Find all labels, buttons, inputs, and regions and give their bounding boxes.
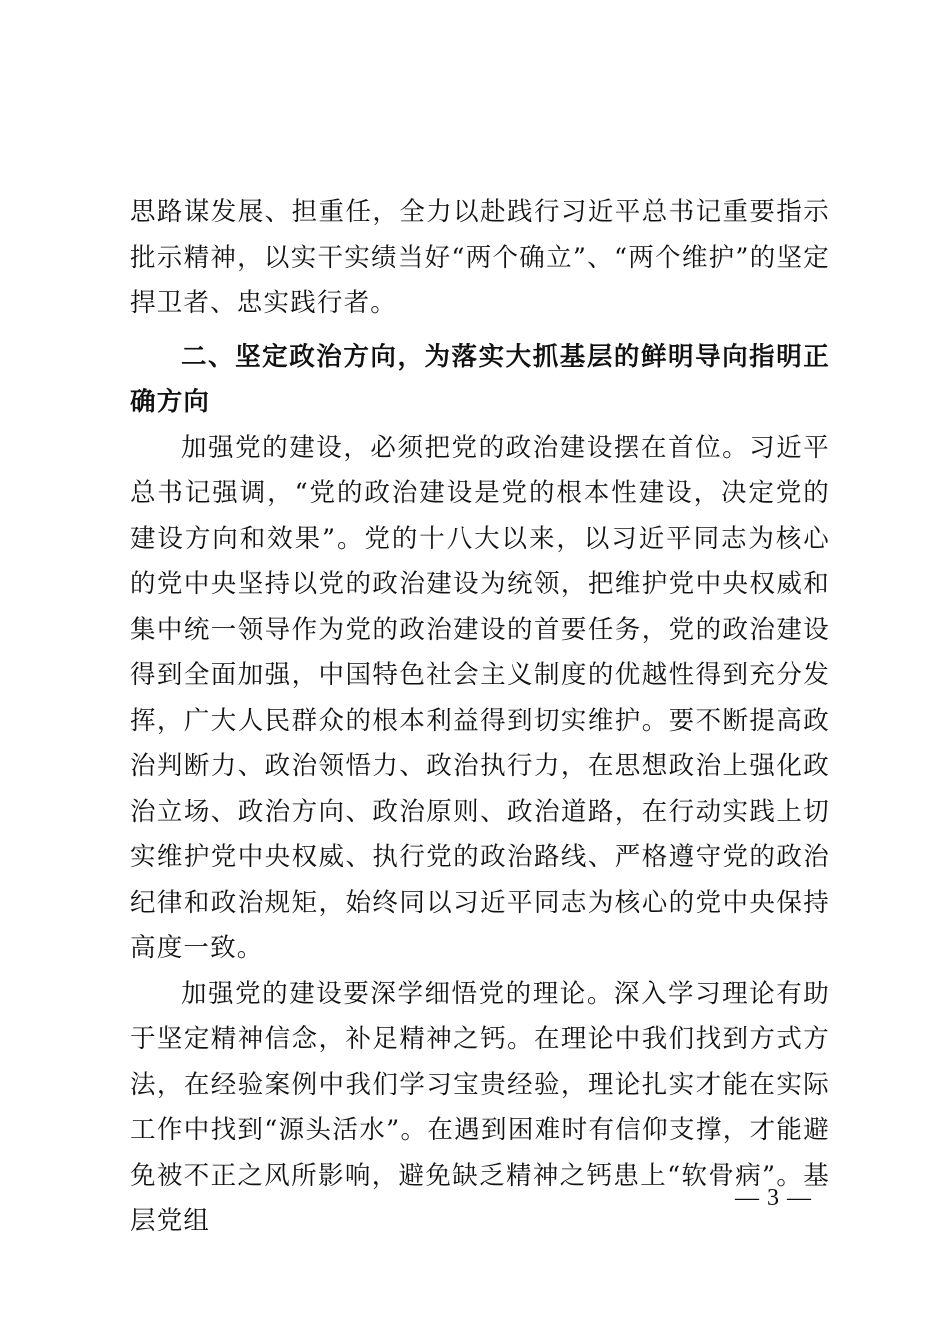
paragraph-political-building: 加强党的建设，必须把党的政治建设摆在首位。习近平总书记强调，“党的政治建设是党的根本性建设，决定党的建设方向和效果”。党的十八大以来，以习近平同志为核心的党中央坚持以党的政治建设为统领，把维护党中央权威和集中统一领导作为党的政治建设的首要任务，党的政治建设得到全面加强，中国特色社会主义制度的优越性得到充分发挥，广大人民群众的根本利益得到切实维护。要不断提高政治判断力、政治领悟力、政治执行力，在思想政治上强化政治立场、政治方向、政治原则、政治道路，在行动实践上切实维护党中央权威、执行党的政治路线、严格遵守党的政治纪律和政治规矩，始终同以习近平同志为核心的党中央保持高度一致。 bbox=[130, 432, 830, 963]
section-heading: 二、坚定政治方向，为落实大抓基层的鲜明导向指明正确方向 bbox=[130, 341, 830, 417]
paragraph-continuation: 思路谋发展、担重任，全力以赴践行习近平总书记重要指示批示精神，以实干实绩当好“两个确立”、“两个维护”的坚定捍卫者、忠实践行者。 bbox=[130, 197, 830, 318]
paragraph-theory-study: 加强党的建设要深学细悟党的理论。深入学习理论有助于坚定精神信念，补足精神之钙。在理论中我们找到方式方法，在经验案例中我们学习宝贵经验，理论扎实才能在实际工作中找到“源头活水”。在遇到困难时有信仰支撑，才能避免被不正之风所影响，避免缺乏精神之钙患上“软骨病”。基层党组 bbox=[130, 978, 830, 1236]
document-body bbox=[130, 190, 830, 1245]
page-number: — 3 — bbox=[735, 1185, 812, 1211]
